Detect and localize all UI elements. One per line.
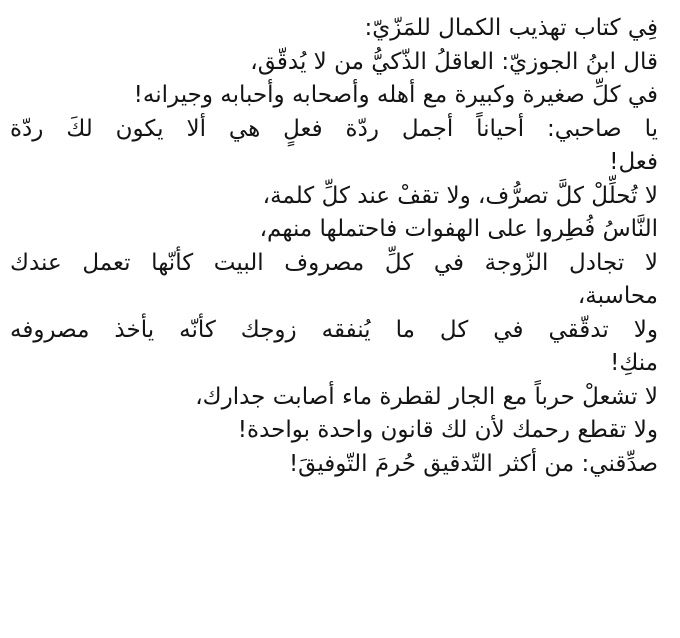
text-line-8: لا تجادل الزّوجة في كلِّ مصروف البيت كأنّها تعمل عندك	[10, 249, 658, 276]
text-line-13: ولا تقطع رحمك لأن لك قانون واحدة بواحدة!	[237, 417, 658, 443]
text-line-9: محاسبة،	[577, 283, 658, 309]
text-line-6: لا تُحلِّلْ كلَّ تصرُّف، ولا تقفْ عند كلِّ كلمة،	[262, 182, 658, 209]
text-line-1: فِي كتاب تهذيب الكمال للمَزّيّ:	[364, 15, 658, 41]
text-line-7: النَّاسُ فُطِروا على الهفوات فاحتملها منهم،	[259, 216, 658, 242]
text-line-4: يا صاحبي: أحياناً أجمل ردّة فعلٍ هي ألا يكون لكَ ردّة	[10, 115, 658, 142]
text-line-10: ولا تدقّقي في كل ما يُنفقه زوجك كأنّه يأخذ مصروفه	[10, 316, 658, 343]
text-line-12: لا تشعلْ حرباً مع الجار لقطرة ماء أصابت جدارك،	[195, 383, 658, 410]
text-line-5: فعل!	[609, 149, 658, 175]
text-line-11: منكِ!	[610, 350, 658, 376]
text-line-2: قال ابنُ الجوزيّ: العاقلُ الذّكيُّ من لا يُدقّق،	[250, 48, 658, 75]
text-line-3: في كلِّ صغيرة وكبيرة مع أهله وأصحابه وأحبابه وجيرانه!	[133, 82, 658, 108]
text-line-14: صدِّقني: من أكثر التّدقيق حُرمَ التّوفيقَ!	[288, 450, 658, 477]
